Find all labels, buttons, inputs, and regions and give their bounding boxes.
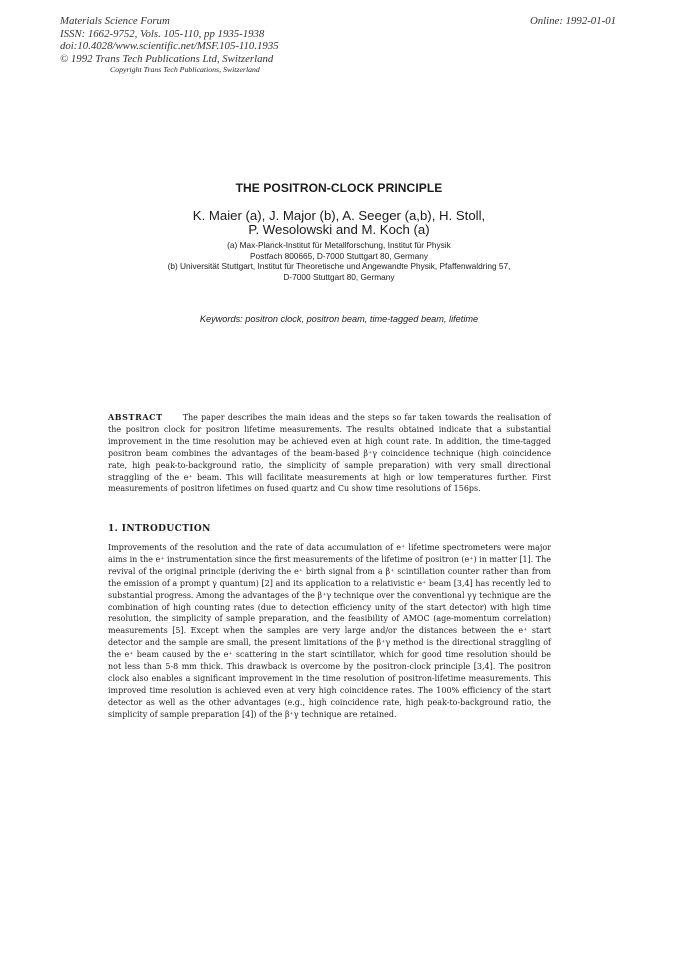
affiliation-line: (a) Max-Planck-Institut für Metallforschung, Institut für Physik	[227, 240, 451, 250]
copyright-line: © 1992 Trans Tech Publications Ltd, Switzerland	[60, 52, 274, 65]
doi-line: doi:10.4028/www.scientific.net/MSF.105-110.1935	[60, 40, 279, 53]
affiliation-line: (b) Universität Stuttgart, Institut für Theoretische und Angewandte Physik, Pfaffenwaldring 57,	[167, 261, 511, 272]
paper-title: THE POSITRON-CLOCK PRINCIPLE	[235, 181, 443, 195]
affiliation-line: D-7000 Stuttgart 80, Germany	[283, 271, 395, 282]
online-date: Online: 1992-01-01	[529, 15, 616, 27]
authors-line-1: K. Maier (a), J. Major (b), A. Seeger (a,b), H. Stoll,	[192, 208, 486, 223]
issn-line: ISSN: 1662-9752, Vols. 105-110, pp 1935-1938	[60, 27, 265, 40]
abstract-label: ABSTRACT	[108, 412, 163, 422]
journal-name: Materials Science Forum	[60, 15, 170, 27]
abstract-text: The paper describes the main ideas and the steps so far taken towards the realisation of the positron clock for positron lifetime measurements. The results obtained indicate that a substantial improvement in the time resolution may be achieved even at high count rate. In addition, the time-tagged positron beam combines the advantages of the beam-based β⁺γ coincidence technique (high coincidence rate, high peak-to-background ratio, the simplicity of sample preparation) with very small directional straggling of the e⁺ beam. This will facilitate measurements at high or low temperatures further. First measurements of positron lifetimes on fused quartz and Cu show time resolutions of 156ps.	[108, 413, 551, 494]
copyright-notice: Copyright Trans Tech Publications, Switzerland	[110, 65, 260, 74]
section-heading: 1. INTRODUCTION	[108, 524, 211, 534]
introduction-text: Improvements of the resolution and the rate of data accumulation of e⁺ lifetime spectrometers were major aims in the e⁺ instrumentation since the first measurements of the lifetime of positron (e⁺) in matter [1]. The revival of the original principle (deriving the e⁺ birth signal from a β⁺ scintillation counter rather than from the emission of a prompt γ quantum) [2] and its application to a relativistic e⁺ beam [3,4] has recently led to substantial progress. Among the advantages of the β⁺γ technique over the conventional γγ technique are the combination of high counting rates (due to detection efficiency unity of the start detector) with high time resolution, the simplicity of sample preparation, and the feasibility of AMOC (age-momentum correlation) measurements [5]. Except when the samples are very large and/or the distances between the e⁺ start detector and the sample are small, the present limitations of the β⁺γ method is the directional straggling of the e⁺ beam caused by the e⁺ scattering in the start scintillator, which for good time resolution should be not less than 5-8 mm thick. This drawback is overcome by the positron-clock principle [3,4]. The positron clock also enables a significant improvement in the time resolution of positron-lifetime measurements. This improved time resolution is achieved even at very high coincidence rates. The 100% efficiency of the start detector as well as the other advantages (e.g., high coincidence rate, high peak-to-background ratio, the simplicity of sample preparation [4]) of the β⁺γ technique are retained.	[108, 543, 551, 719]
authors-line-2: P. Wesolowski and M. Koch (a)	[248, 222, 430, 238]
abstract	[108, 412, 551, 495]
journal-header	[60, 15, 279, 65]
author-list	[0, 209, 678, 237]
affiliations	[0, 240, 678, 282]
keywords: Keywords: positron clock, positron beam, time-tagged beam, lifetime	[199, 314, 479, 324]
affiliation-line: Postfach 800665, D-7000 Stuttgart 80, Germany	[249, 250, 429, 261]
